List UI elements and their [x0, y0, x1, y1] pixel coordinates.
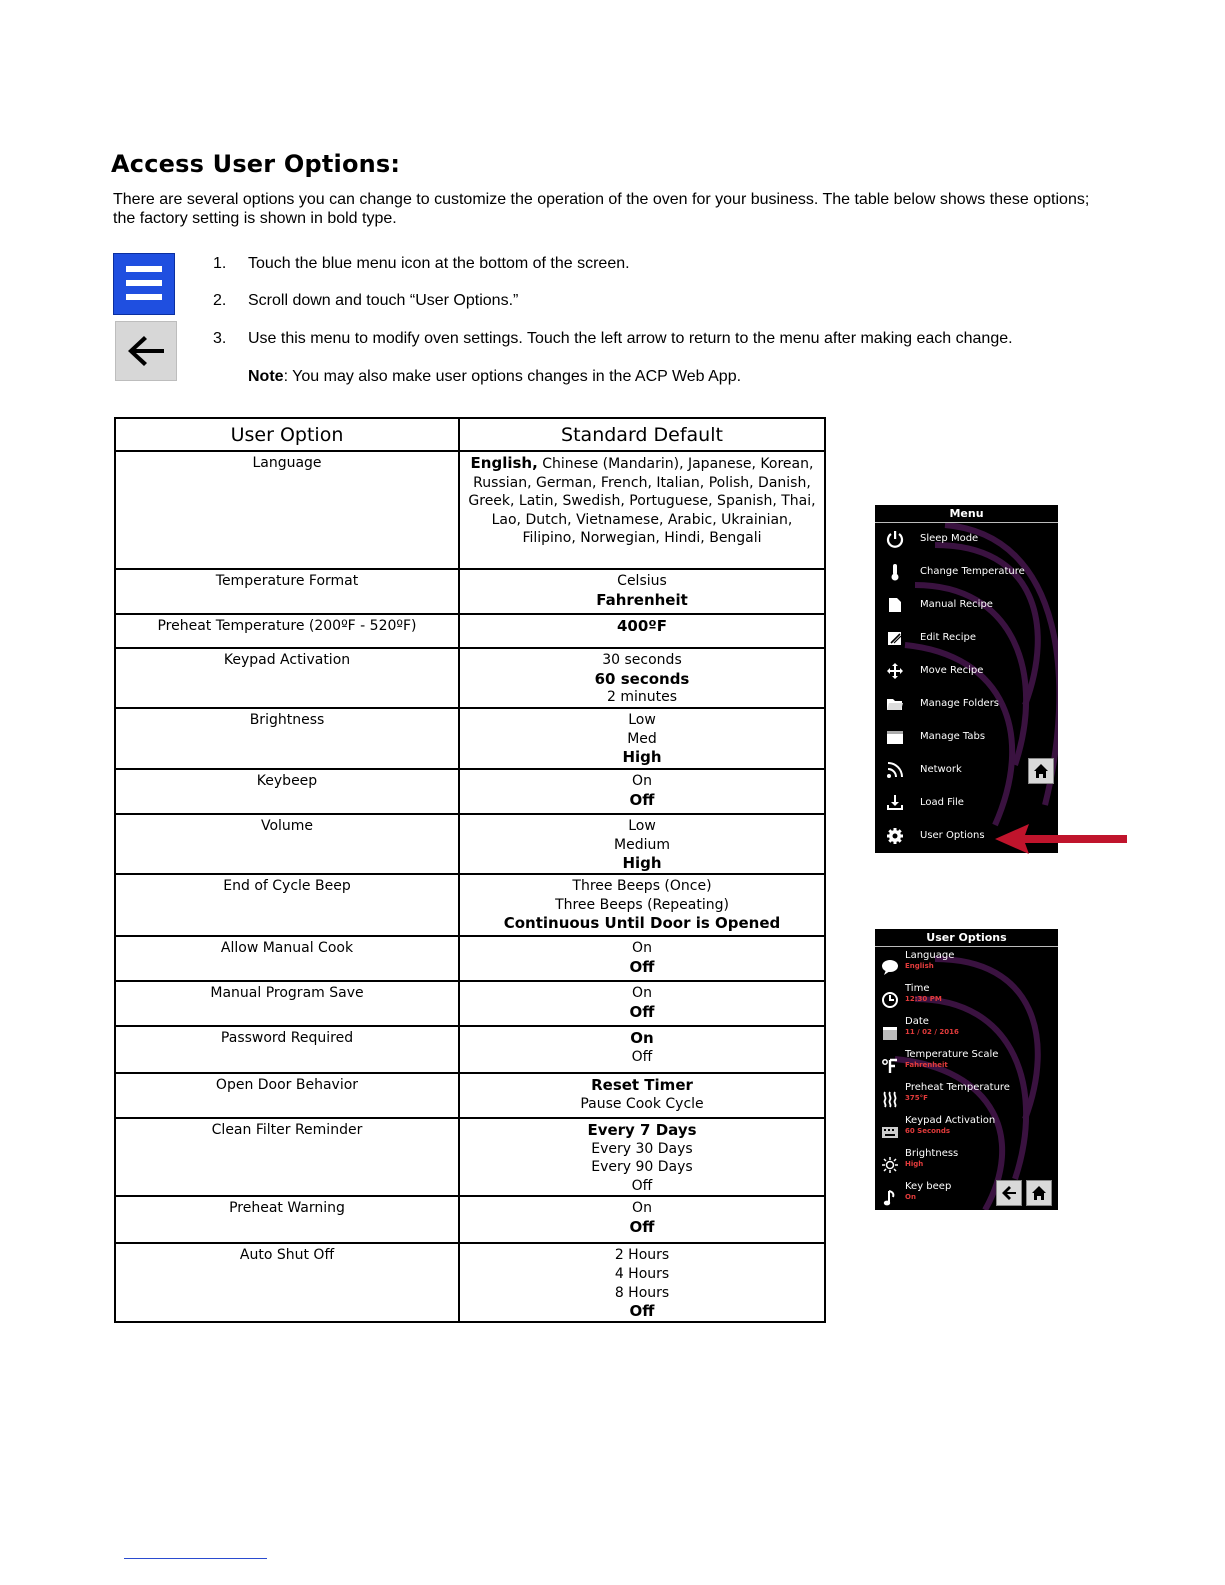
- standard-default-cell: [459, 769, 825, 814]
- step-item: 2. Scroll down and touch “User Options.”: [213, 292, 519, 309]
- user-options-table: [114, 417, 826, 1323]
- menu-item-manual-recipe: Manual Recipe: [883, 590, 1053, 620]
- column-header: Standard Default: [459, 418, 825, 451]
- option-value: Chinese (Mandarin), Japanese, Korean, Russian, German, French, Italian, Polish, Danish, Greek, Latin, Swedish, Portuguese, Spanish, Thai, Lao, Dutch, Vietnamese, Arabic, Ukrainian, Filipino, Norwegian, Hindi, Bengali: [468, 456, 816, 547]
- standard-default-cell: [459, 569, 825, 614]
- music-note-icon: [881, 1189, 899, 1207]
- standard-default-cell: [459, 1073, 825, 1118]
- table-row: [115, 1196, 825, 1243]
- menu-item-edit-recipe: Edit Recipe: [883, 623, 1053, 653]
- table-row: [115, 708, 825, 769]
- option-value: 2 minutes: [606, 689, 678, 706]
- page-heading: Access User Options:: [111, 150, 401, 178]
- clock-icon: [881, 991, 899, 1009]
- factory-default-value: Every 7 Days: [587, 1121, 697, 1139]
- user-option-cell: Language: [115, 451, 459, 569]
- note-text: : You may also make user options changes in the ACP Web App.: [283, 368, 742, 385]
- sun-icon: [881, 1156, 899, 1174]
- option-value: Med: [627, 730, 657, 747]
- option-value: 8 Hours: [614, 1284, 670, 1301]
- table-row: [115, 981, 825, 1026]
- keypad-icon: [881, 1123, 899, 1141]
- heat-icon: [881, 1090, 899, 1108]
- factory-default-value: English,: [470, 454, 538, 472]
- standard-default-cell: [459, 1026, 825, 1073]
- user-option-brightness: Brightness High: [879, 1147, 1054, 1179]
- home-icon: [1028, 758, 1054, 784]
- note-label: Note: [248, 368, 284, 385]
- user-option-language: Language English: [879, 949, 1054, 981]
- user-option-cell: Open Door Behavior: [115, 1073, 459, 1118]
- option-value: On: [632, 773, 652, 789]
- user-option-cell: Keypad Activation: [115, 648, 459, 708]
- edit-icon: [886, 629, 904, 647]
- power-icon: [886, 530, 904, 548]
- menu-item-move-recipe: Move Recipe: [883, 656, 1053, 686]
- user-option-cell: Keybeep: [115, 769, 459, 814]
- option-value: Low: [628, 712, 656, 728]
- user-option-cell: Clean Filter Reminder: [115, 1118, 459, 1196]
- standard-default-cell: [459, 936, 825, 981]
- menu-screen-title: Menu: [875, 505, 1058, 523]
- user-option-cell: Preheat Warning: [115, 1196, 459, 1243]
- option-value: Three Beeps (Repeating): [555, 896, 729, 913]
- standard-default-cell: [459, 1196, 825, 1243]
- user-option-cell: Volume: [115, 814, 459, 874]
- back-arrow-icon: [996, 1180, 1022, 1206]
- standard-default-cell: [459, 814, 825, 874]
- option-value: Pause Cook Cycle: [580, 1095, 704, 1112]
- note: [248, 368, 741, 386]
- table-row: [115, 648, 825, 708]
- left-arrow-icon: [115, 321, 177, 381]
- table-row: [115, 936, 825, 981]
- user-options-screen-title: User Options: [875, 929, 1058, 947]
- user-option-cell: Manual Program Save: [115, 981, 459, 1026]
- standard-default-cell: [459, 708, 825, 769]
- home-icon: [1026, 1180, 1052, 1206]
- option-value: On: [632, 940, 652, 956]
- tabs-icon: [886, 728, 904, 746]
- factory-default-value: Reset Timer: [591, 1076, 693, 1094]
- factory-default-value: Off: [629, 957, 655, 976]
- move-icon: [886, 662, 904, 680]
- factory-default-value: 400ºF: [616, 617, 668, 635]
- factory-default-value: Off: [629, 1002, 655, 1021]
- step-item: 1. Touch the blue menu icon at the bottom of the screen.: [213, 255, 630, 272]
- standard-default-cell: [459, 614, 825, 648]
- option-value: On: [632, 1200, 652, 1217]
- user-option-key-beep: Key beep On: [879, 1180, 1054, 1210]
- table-row: [115, 1073, 825, 1118]
- user-option-date: Date 11 / 02 / 2016: [879, 1015, 1054, 1047]
- standard-default-cell: [459, 1118, 825, 1196]
- option-value: On: [632, 985, 652, 1001]
- standard-default-cell: [459, 648, 825, 708]
- hamburger-menu-icon: [113, 253, 175, 315]
- standard-default-cell: [459, 1243, 825, 1322]
- menu-item-manage-folders: Manage Folders: [883, 689, 1053, 719]
- fahrenheit-icon: [881, 1057, 899, 1075]
- standard-default-cell: [459, 981, 825, 1026]
- footnote-separator: [124, 1558, 267, 1559]
- menu-item-manage-tabs: Manage Tabs: [883, 722, 1053, 752]
- table-row: [115, 1243, 825, 1322]
- user-option-cell: Temperature Format: [115, 569, 459, 614]
- table-row: [115, 874, 825, 936]
- option-value: 30 seconds: [602, 652, 682, 668]
- factory-default-value: 60 seconds: [594, 669, 690, 688]
- calendar-icon: [881, 1024, 899, 1042]
- folder-icon: [886, 695, 904, 713]
- standard-default-cell: [459, 451, 825, 569]
- menu-item-sleep-mode: Sleep Mode: [883, 524, 1053, 554]
- standard-default-cell: [459, 874, 825, 936]
- table-row: [115, 614, 825, 648]
- factory-default-value: High: [622, 854, 662, 873]
- table-row: [115, 814, 825, 874]
- factory-default-value: Off: [629, 1302, 655, 1321]
- factory-default-value: On: [630, 1029, 654, 1047]
- intro-paragraph: There are several options you can change to customize the operation of the oven for your business. The table below shows these options; the factory setting is shown in bold type.: [113, 191, 1090, 227]
- wifi-icon: [886, 761, 904, 779]
- factory-default-value: High: [622, 748, 662, 767]
- document-icon: [886, 596, 904, 614]
- thermometer-icon: [886, 563, 904, 581]
- table-row: [115, 451, 825, 569]
- option-value: 4 Hours: [614, 1265, 670, 1282]
- user-option-preheat-temperature: Preheat Temperature 375°F: [879, 1081, 1054, 1113]
- menu-item-load-file: Load File: [883, 788, 1053, 818]
- user-options-screen-image: [875, 929, 1058, 1210]
- option-value: Off: [631, 1177, 653, 1194]
- table-row: [115, 569, 825, 614]
- user-option-cell: Brightness: [115, 708, 459, 769]
- option-value: 2 Hours: [614, 1247, 670, 1264]
- factory-default-value: Continuous Until Door is Opened: [503, 914, 781, 933]
- option-value: Low: [628, 818, 656, 834]
- factory-default-value: Off: [629, 790, 655, 809]
- user-option-keypad-activation: Keypad Activation 60 Seconds: [879, 1114, 1054, 1146]
- user-option-cell: Password Required: [115, 1026, 459, 1073]
- user-option-cell: Allow Manual Cook: [115, 936, 459, 981]
- factory-default-value: Off: [629, 1217, 655, 1236]
- table-row: [115, 1026, 825, 1073]
- user-option-time: Time 12:30 PM: [879, 982, 1054, 1014]
- table-row: [115, 769, 825, 814]
- menu-screen-image: [875, 505, 1058, 853]
- user-option-cell: Preheat Temperature (200ºF - 520ºF): [115, 614, 459, 648]
- menu-item-user-options: User Options: [883, 821, 1053, 851]
- option-value: Every 30 Days: [591, 1140, 693, 1157]
- menu-item-change-temperature: Change Temperature: [883, 557, 1053, 587]
- column-header: User Option: [115, 418, 459, 451]
- option-value: Medium: [614, 836, 670, 853]
- option-value: Three Beeps (Once): [572, 878, 712, 894]
- download-icon: [886, 794, 904, 812]
- user-option-cell: Auto Shut Off: [115, 1243, 459, 1322]
- gear-icon: [886, 827, 904, 845]
- factory-default-value: Fahrenheit: [596, 590, 688, 609]
- option-value: Off: [631, 1048, 653, 1065]
- option-value: Celsius: [617, 573, 667, 589]
- step-item: 3. Use this menu to modify oven settings. Touch the left arrow to return to the menu after making each change.: [213, 330, 1013, 347]
- menu-item-network: Network: [883, 755, 1053, 785]
- option-value: Every 90 Days: [591, 1159, 693, 1176]
- table-row: [115, 1118, 825, 1196]
- user-option-temperature-scale: Temperature Scale Fahrenheit: [879, 1048, 1054, 1080]
- pointer-arrow-icon: [995, 822, 1127, 856]
- user-option-cell: End of Cycle Beep: [115, 874, 459, 936]
- speech-bubble-icon: [881, 958, 899, 976]
